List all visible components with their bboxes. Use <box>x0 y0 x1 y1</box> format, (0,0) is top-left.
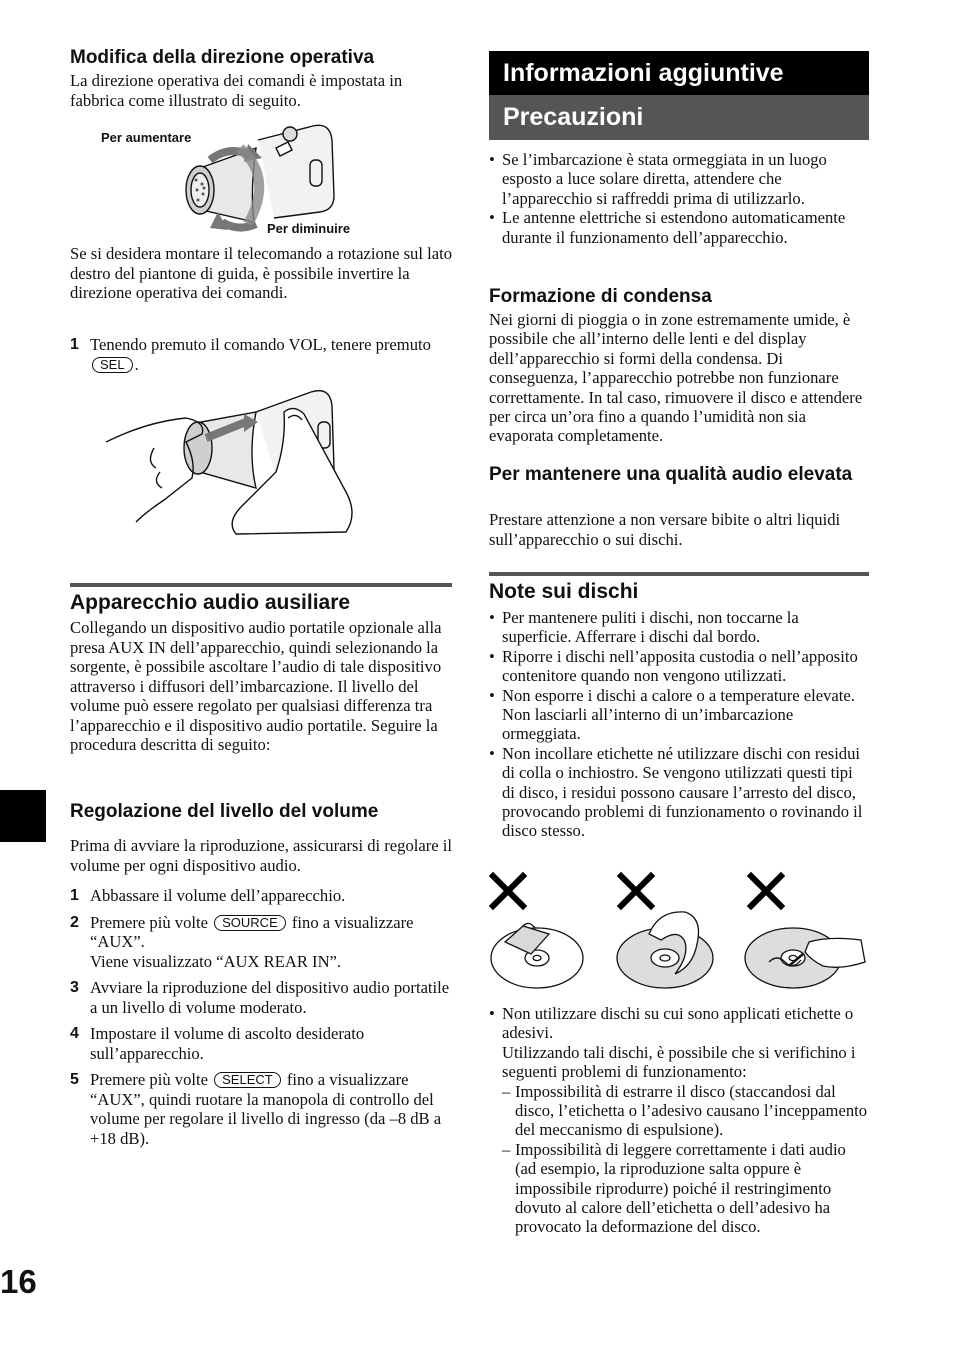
step-number: 4 <box>70 1025 79 1042</box>
body-condensa: Nei giorni di pioggia o in zone estremamente umide, è possibile che all’interno delle lenti e del display dell’apparecchio si formi della condensa. Di conseguenza, l’apparecchio potrebbe non funzionare correttamente. In tal caso, rimuovere il disco e attendere per circa un’ora fino a quando l’umidità non sia evaporata completamente. <box>489 310 863 446</box>
dash-mark: – <box>502 1081 511 1101</box>
step-item <box>70 978 452 1017</box>
step-text: Premere più volte <box>90 1070 208 1089</box>
list-item <box>489 686 869 744</box>
section-rule <box>489 572 869 576</box>
step-item <box>70 335 452 374</box>
step-number: 3 <box>70 979 79 996</box>
source-key: SOURCE <box>214 915 286 931</box>
dash-item <box>502 1082 869 1140</box>
step-text: Premere più volte <box>90 912 208 932</box>
sel-key: SEL <box>92 357 133 373</box>
heading-volume: Regolazione del livello del volume <box>70 801 379 822</box>
list-item-text: Riporre i dischi nell’apposita custodia o nell’apposito contenitore quando non vengono utilizzati. <box>502 646 858 686</box>
page-number: 16 <box>0 1263 37 1300</box>
disc-notes-list <box>489 608 869 841</box>
bullet: • <box>489 208 495 228</box>
intro-direction: La direzione operativa dei comandi è impostata in fabbrica come illustrato di seguito. <box>70 71 403 110</box>
step-text-cont: fino a visualizzare “AUX”, quindi ruotare la manopola di controllo del volume per regolare il livello di ingresso (da –8 dB a +18 dB). <box>90 1070 442 1148</box>
step-item <box>70 1070 452 1148</box>
dash-item <box>502 1140 869 1237</box>
sticker-list <box>489 1004 869 1237</box>
list-item <box>489 208 869 247</box>
step-text-cont: fino a visualizzare “AUX”. <box>90 912 414 951</box>
precautions-list <box>489 150 869 247</box>
bullet: • <box>489 685 495 705</box>
list-item <box>489 608 869 647</box>
heading-dischi: Note sui dischi <box>489 580 639 603</box>
bullet: • <box>489 743 495 763</box>
label-per-aumentare: Per aumentare <box>101 130 192 145</box>
step-number: 1 <box>70 336 79 353</box>
step-text: Abbassare il volume dell’apparecchio. <box>90 886 346 905</box>
list-item-text: Non utilizzare dischi su cui sono applicati etichette o adesivi. <box>502 1004 854 1043</box>
bullet: • <box>489 150 495 169</box>
dash-item-text: Impossibilità di leggere correttamente i dati audio (ad esempio, la riproduzione salta oppure è impossibile riprodurre) poiché il restringimento dovuto al calore dell’etichetta o dell’adesivo ha provocato la deformazione del disco. <box>515 1139 846 1237</box>
steps-volume <box>70 886 452 1155</box>
dash-item-text: Impossibilità di estrarre il disco (staccandosi dal disco, l’etichetta o l’adesivo causano l’inceppamento del meccanismo di espulsione). <box>515 1081 868 1140</box>
side-tab-marker <box>0 790 46 842</box>
bullet: • <box>489 646 495 666</box>
step-number: 1 <box>70 887 79 904</box>
label-per-diminuire: Per diminuire <box>267 221 351 236</box>
hand-knob-illustration <box>106 382 406 537</box>
body-aux: Collegando un dispositivo audio portatile opzionale alla presa AUX IN dell’apparecchio, quindi selezionando la sorgente, è possibile ascoltare l’audio di tale dispositivo attraverso i diffusori dell’imbarcazione. Il livello del volume può essere regolato per qualsiasi differenza tra l’apparecchio e il dispositivo audio portatile. Seguire la procedura descritta di seguito: <box>70 618 442 754</box>
heading-condensa: Formazione di condensa <box>489 286 712 307</box>
step-end: . <box>134 354 139 374</box>
bullet: • <box>489 1004 495 1023</box>
banner-precauzioni: Precauzioni <box>489 95 869 140</box>
list-item <box>489 150 869 208</box>
step-item <box>70 886 452 906</box>
bullet: • <box>489 608 495 627</box>
banner-informazioni: Informazioni aggiuntive <box>489 51 869 95</box>
heading-direction: Modifica della direzione operativa <box>70 47 375 68</box>
step-item <box>70 1024 452 1063</box>
step-text: Impostare il volume di ascolto desiderato sull’apparecchio. <box>90 1024 365 1063</box>
disc-illustrations <box>489 870 869 992</box>
list-item <box>489 1004 869 1237</box>
step-note: Viene visualizzato “AUX REAR IN”. <box>90 951 342 971</box>
step-number: 2 <box>70 913 79 931</box>
step-item <box>70 913 452 972</box>
body-direction: Se si desidera montare il telecomando a rotazione sul lato destro del piantone di guida, è possibile invertire la direzione operativa dei comandi. <box>70 244 452 302</box>
list-item-text: Non incollare etichette né utilizzare dischi con residui di colla o inchiostro. Se vengono utilizzati questi tipi di disco, i residui possono causare l’arresto del disco, provocando problemi di funzionamento o rovinando il disco stesso. <box>502 743 863 841</box>
sticker-detail: Utilizzando tali dischi, è possibile che si verifichino i seguenti problemi di funzionamento: <box>502 1042 856 1082</box>
list-item <box>489 744 869 841</box>
x-mark-icon <box>493 876 781 906</box>
list-item-text: Per mantenere puliti i dischi, non toccarne la superficie. Afferrare i dischi dal bordo. <box>502 608 799 647</box>
section-rule <box>70 583 452 587</box>
step-number: 5 <box>70 1071 79 1088</box>
select-key: SELECT <box>214 1072 281 1088</box>
body-volume: Prima di avviare la riproduzione, assicurarsi di regolare il volume per ogni dispositivo audio. <box>70 836 452 875</box>
body-qualita: Prestare attenzione a non versare bibite o altri liquidi sull’apparecchio o sui dischi. <box>489 510 841 549</box>
list-item <box>489 647 869 686</box>
step-text: Avviare la riproduzione del dispositivo audio portatile a un livello di volume moderato. <box>90 978 450 1017</box>
list-item-text: Se l’imbarcazione è stata ormeggiata in un luogo esposto a luce solare diretta, attendere che l’apparecchio si raffreddi prima di utilizzarlo. <box>502 150 827 208</box>
steps-direction <box>70 335 452 381</box>
step-text: Tenendo premuto il comando VOL, tenere premuto <box>90 335 431 354</box>
list-item-text: Non esporre i dischi a calore o a temperature elevate. Non lasciarli all’interno di un’imbarcazione ormeggiata. <box>502 685 855 744</box>
dash-mark: – <box>502 1139 511 1159</box>
list-item-text: Le antenne elettriche si estendono automaticamente durante il funzionamento dell’apparecchio. <box>502 208 846 247</box>
heading-qualita: Per mantenere una qualità audio elevata <box>489 464 853 485</box>
heading-aux: Apparecchio audio ausiliare <box>70 591 351 614</box>
